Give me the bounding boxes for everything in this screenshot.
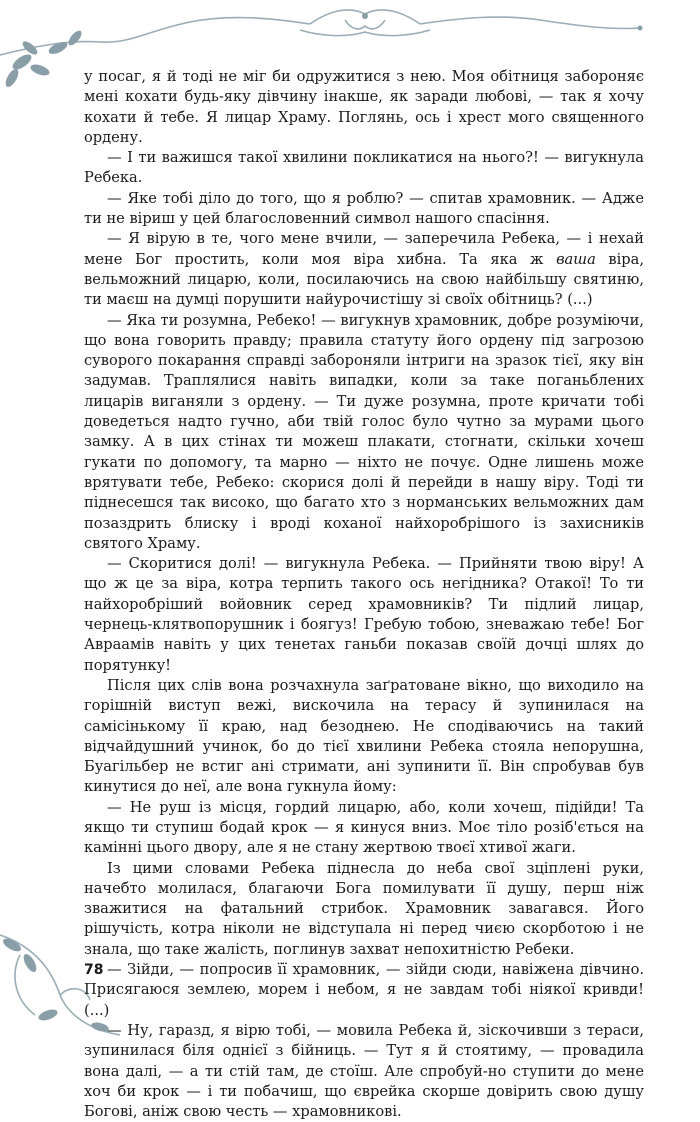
emphasized-word: ваша (556, 250, 596, 268)
paragraph: — Яка ти розумна, Ребеко! — вигукнув храмовник, добре розуміючи, що вона говорить правду; правила статуту його ордену під загрозою суворого покарання справді забороняли інтриги на зразок тієї, яку він задумав. Траплялися навіть випадки, коли за таке поганьблених лицарів виганяли з ордену. — Ти дуже розумна, проте кричати тобі доведеться надто гучно, аби твій голос було чутно за мурами цього замку. А в цих стінах ти можеш плакати, стогнати, скільки хочеш гукати по допомогу, та марно — ніхто не почує. Одне лишень може врятувати тебе, Ребеко: скорися долі й перейди в нашу віру. Тоді ти піднесешся так високо, що багато хто з норманських вельможних дам позаздрить блиску і вроді коханої найхоробрішого із захисників святого Храму. (84, 311, 644, 552)
paragraph: — І ти важишся такої хвилини покликатися на нього?! — вигукнула Ребека. (84, 149, 644, 187)
paragraph-part: віра, вельможний лицарю, коли, посилаючись на свою найбільшу святиню, ти маєш на думці порушити найурочистішу зі своїх обітниць? (...) (84, 250, 644, 309)
main-text (84, 67, 644, 1122)
paragraph: — Яке тобі діло до того, що я роблю? — спитав храмовник. — Адже ти не віриш у цей благословенний символ нашого спасіння. (84, 189, 644, 228)
paragraph (84, 229, 644, 310)
paragraph-part: — Я вірую в те, чого мене вчили, — заперечила Ребека, — і нехай мене Бог простить, коли моя віра хибна. Та яка ж (84, 230, 644, 268)
paragraph: Після цих слів вона розчахнула заґратоване вікно, що виходило на горішній виступ вежі, вискочила на терасу й зупинилася на самісінькому її краю, над безоднею. Не сподіваючись на такий відчайдушний учинок, бо до тієї хвилини Ребека стояла непорушна, Буагільбер не встиг ані стримати, ані зупинити її. Він спробував був кинутися до неї, але вона гукнула йому: (84, 676, 644, 796)
page-number: 78 (84, 962, 104, 978)
paragraph: — Ну, гаразд, я вірю тобі, — мовила Ребека й, зіскочивши з тераси, зупинилася біля однієї з бійниць. — Тут я й стоятиму, — провадила вона далі, — а ти стій там, де стоїш. Але спробуй-но ступити до мене хоч би крок — і ти побачиш, що єврейка скорше довірить свою душу Богові, аніж свою честь — храмовникові. (84, 1021, 644, 1121)
paragraph: — Зійди, — попросив її храмовник, — зійди сюди, навіжена дівчино. Присягаюся землею, морем і небом, я не завдам тобі ніякої кривди! (...) (84, 961, 644, 1019)
paragraph: Із цими словами Ребека піднесла до неба свої зціплені руки, начебто молилася, благаючи Бога помилувати її душу, перш ніж зважитися на фатальний стрибок. Храмовник завагався. Його рішучість, котра ніколи не відступала ні перед чиєю скорботою і не знала, що таке жалість, поглинув захват непохитністю Ребеки. (84, 859, 644, 958)
paragraph: у посаг, я й тоді не міг би одружитися з нею. Моя обітниця забороняє мені кохати будь-яку дівчину інакше, як заради любові, — так я хочу кохати й тебе. Я лицар Храму. Поглянь, ось і хрест мого священного ордену. (84, 68, 644, 146)
paragraph: — Не руш із місця, гордий лицарю, або, коли хочеш, підійди! Та якщо ти ступиш бодай крок — я кинуся вниз. Моє тіло розіб'ється на камінні цього двору, але я не стану жертвою твоєї хтивої жаги. (84, 798, 644, 857)
paragraph: — Скоритися долі! — вигукнула Ребека. — Прийняти твою віру! А що ж це за віра, котра терпить такого ось негідника? Отакої! То ти найхоробріший войовник серед храмовників? Ти підлий лицар, чернець-клятвопорушник і боягуз! Гребую тобою, зневажаю тебе! Бог Авраамів навіть у цих тенетах ганьби показав своїй дочці шлях до порятунку! (84, 555, 644, 674)
